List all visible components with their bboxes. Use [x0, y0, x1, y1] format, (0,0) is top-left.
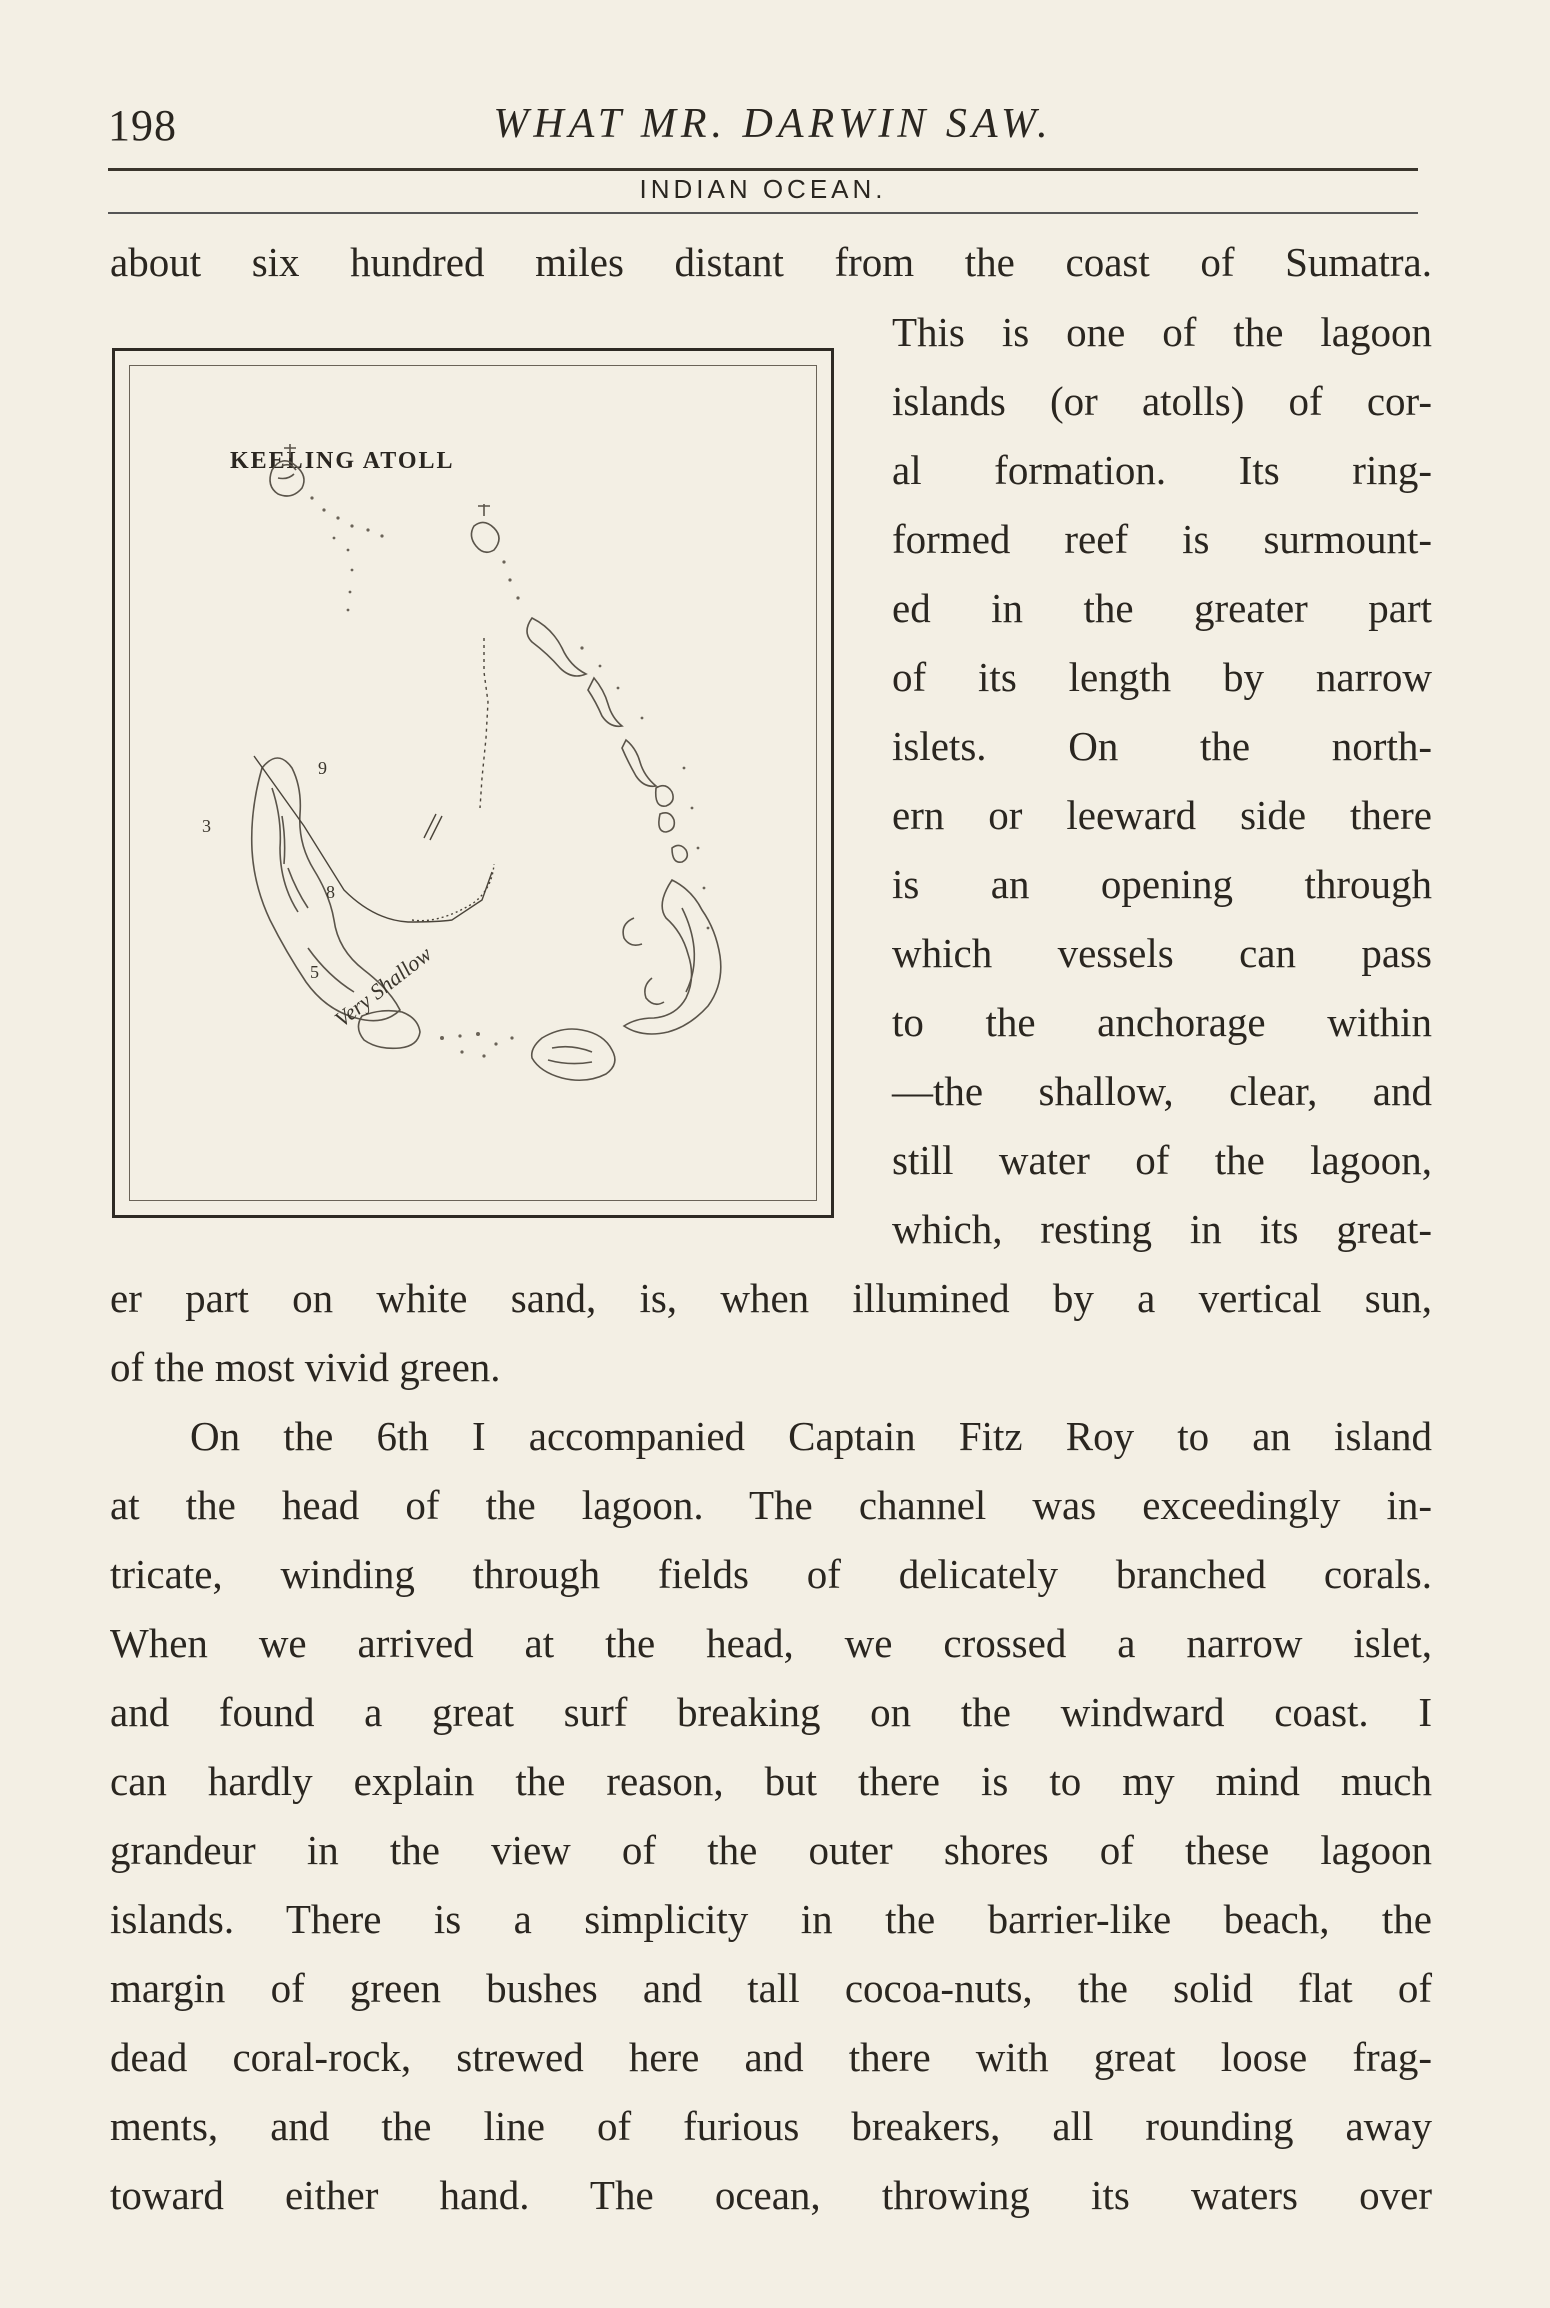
very-shallow-label: Very Shallow [329, 941, 437, 1032]
column-line: This is one of the lagoon [892, 309, 1432, 355]
north-east-islet [471, 504, 499, 552]
paragraph-line: tricate, winding through fields of delicately branched corals. [110, 1551, 1432, 1597]
column-line: islands (or atolls) of cor- [892, 378, 1432, 424]
paragraph-line: ments, and the line of furious breakers, all rounding away [110, 2103, 1432, 2149]
column-line: to the anchorage within [892, 999, 1432, 1045]
column-line: ed in the greater part [892, 585, 1432, 631]
column-line: islets. On the north- [892, 723, 1432, 769]
paragraph-line: dead coral-rock, strewed here and there with great loose frag- [110, 2034, 1432, 2080]
header-rule-bottom [108, 212, 1418, 214]
column-line: al formation. Its ring- [892, 447, 1432, 493]
reef-dots-east [580, 646, 709, 929]
north-islet [270, 444, 304, 496]
paragraph-line: grandeur in the view of the outer shores of these lagoon [110, 1827, 1432, 1873]
column-line: —the shallow, clear, and [892, 1068, 1432, 1114]
paragraph-line: and found a great surf breaking on the windward coast. I [110, 1689, 1432, 1735]
sounding-3: 3 [202, 816, 211, 836]
body-line: of the most vivid green. [110, 1344, 501, 1390]
sounding-5: 5 [310, 962, 319, 982]
reef-dots-south [440, 1032, 514, 1058]
body-line-first: about six hundred miles distant from the coast of Sumatra. [110, 239, 1432, 285]
paragraph-line: islands. There is a simplicity in the barrier-like beach, the [110, 1896, 1432, 1942]
paragraph-line: can hardly explain the reason, but there is to my mind much [110, 1758, 1432, 1804]
paragraph-line: margin of green bushes and tall cocoa-nuts, the solid flat of [110, 1965, 1432, 2011]
page-number: 198 [108, 101, 177, 150]
keeling-atoll-map [112, 348, 834, 1218]
lagoon-depth-contours [254, 638, 494, 922]
column-line: which, resting in its great- [892, 1206, 1432, 1252]
section-heading: INDIAN OCEAN. [639, 174, 887, 204]
shallows-marker [424, 814, 442, 840]
book-title: WHAT MR. DARWIN SAW. [493, 101, 1053, 147]
paragraph-line: When we arrived at the head, we crossed a narrow islet, [110, 1620, 1432, 1666]
eastern-islets [527, 618, 687, 862]
south-east-islets [623, 880, 721, 1034]
paragraph-line: toward either hand. The ocean, throwing its waters over [110, 2172, 1432, 2218]
running-head [108, 100, 1438, 160]
reef-dots-north [310, 496, 519, 611]
paragraph-line: at the head of the lagoon. The channel was exceedingly in- [110, 1482, 1432, 1528]
south-islets [358, 1011, 614, 1081]
sounding-8: 8 [326, 882, 335, 902]
column-line: still water of the lagoon, [892, 1137, 1432, 1183]
sounding-9: 9 [318, 758, 327, 778]
header-rule-top [108, 168, 1418, 171]
column-line: of its length by narrow [892, 654, 1432, 700]
body-line: er part on white sand, is, when illumined by a vertical sun, [110, 1275, 1432, 1321]
column-line: is an opening through [892, 861, 1432, 907]
column-line: which vessels can pass [892, 930, 1432, 976]
map-title: KEELING ATOLL [230, 448, 455, 474]
paragraph-line: On the 6th I accompanied Captain Fitz Roy to an island [190, 1413, 1432, 1459]
column-line: formed reef is surmount- [892, 516, 1432, 562]
column-line: ern or leeward side there [892, 792, 1432, 838]
